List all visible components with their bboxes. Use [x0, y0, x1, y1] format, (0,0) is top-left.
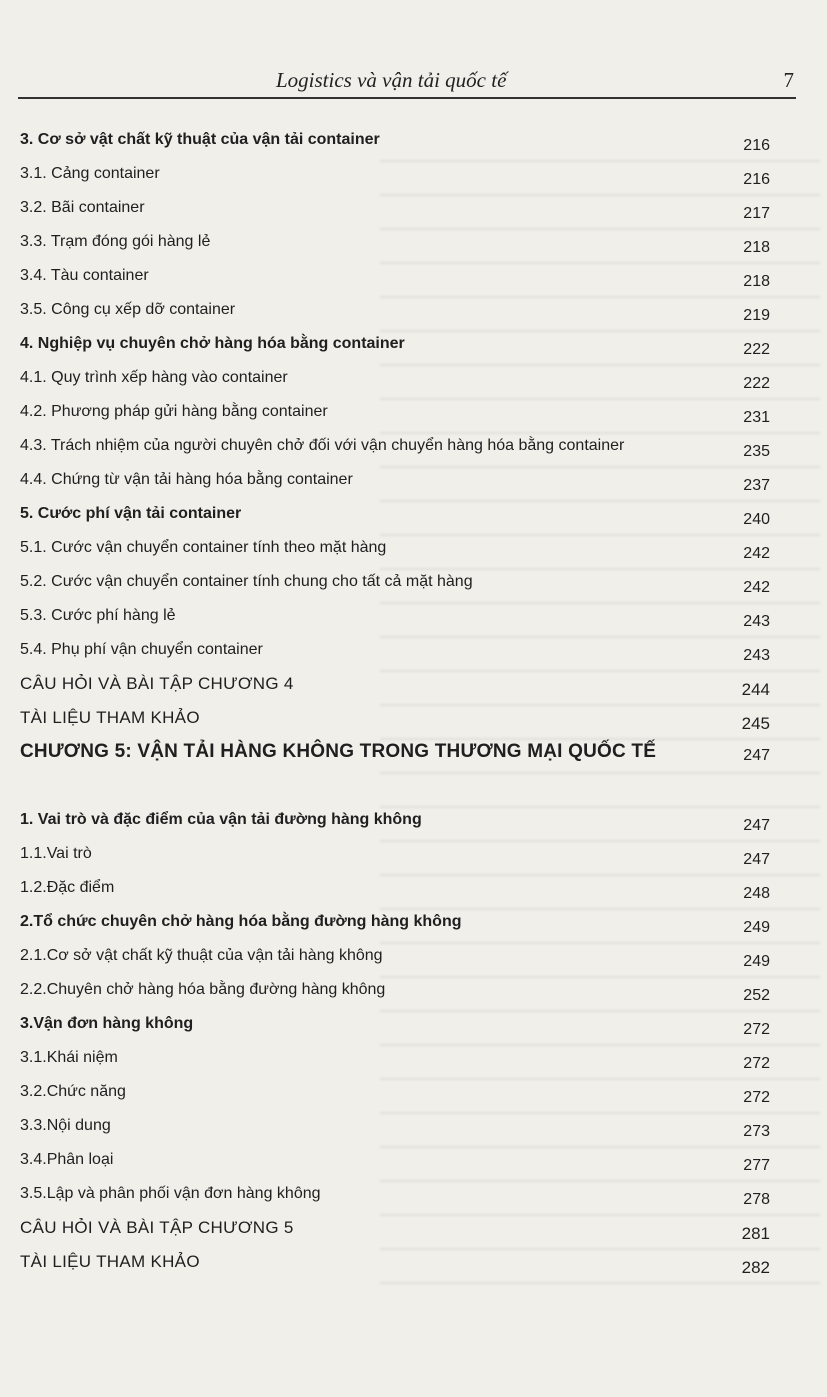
toc-entry	[20, 1213, 772, 1247]
toc-entry	[20, 703, 772, 737]
toc-entry	[20, 329, 772, 363]
toc-entry-page: 222	[743, 341, 770, 358]
toc-entry-page: 272	[743, 1089, 770, 1106]
toc-entry-title: CÂU HỎI VÀ BÀI TẬP CHƯƠNG 5	[20, 1218, 294, 1237]
toc-entry-title: 1. Vai trò và đặc điểm của vận tải đường hàng không	[20, 811, 422, 828]
toc-entry-page: 249	[743, 953, 770, 970]
toc-entry	[20, 159, 772, 193]
toc-entry	[20, 533, 772, 567]
toc-entry-title: 1.1.Vai trò	[20, 845, 92, 862]
toc-entry-page: 242	[743, 579, 770, 596]
toc-entry-title: 3.4. Tàu container	[20, 267, 149, 284]
toc-entry-title: CÂU HỎI VÀ BÀI TẬP CHƯƠNG 4	[20, 674, 294, 693]
toc-entry	[20, 193, 772, 227]
table-of-contents	[20, 125, 772, 1281]
toc-entry-title: 3.1.Khái niệm	[20, 1049, 118, 1066]
toc-entry	[20, 363, 772, 397]
toc-entry-page: 272	[743, 1055, 770, 1072]
toc-entry-title: 4.3. Trách nhiệm của người chuyên chở đối với vận chuyển hàng hóa bằng container	[20, 437, 625, 454]
toc-entry-title: 5.3. Cước phí hàng lẻ	[20, 607, 176, 624]
toc-entry	[20, 1179, 772, 1213]
toc-entry-page: 243	[743, 647, 770, 664]
toc-entry-page: 222	[743, 375, 770, 392]
toc-entry	[20, 1145, 772, 1179]
toc-entry-title: 2.Tổ chức chuyên chở hàng hóa bằng đường hàng không	[20, 913, 462, 930]
toc-entry-title: 3.2. Bãi container	[20, 199, 145, 216]
toc-entry-title: 2.2.Chuyên chở hàng hóa bằng đường hàng không	[20, 981, 386, 998]
toc-entry-title: 5.4. Phụ phí vận chuyển container	[20, 641, 263, 658]
toc-entry-page: 243	[743, 613, 770, 630]
toc-entry-page: 249	[743, 919, 770, 936]
toc-entry-title: 4.4. Chứng từ vận tải hàng hóa bằng container	[20, 471, 353, 488]
toc-entry	[20, 1077, 772, 1111]
toc-entry-title: 3.5. Công cụ xếp dỡ container	[20, 301, 236, 318]
toc-entry-title: 3. Cơ sở vật chất kỹ thuật của vận tải container	[20, 131, 380, 148]
toc-entry	[20, 1009, 772, 1043]
toc-entry-title: CHƯƠNG 5: VẬN TẢI HÀNG KHÔNG TRONG THƯƠNG MẠI QUỐC TẾ	[20, 741, 657, 762]
toc-entry-page: 247	[743, 747, 770, 764]
toc-entry	[20, 227, 772, 261]
toc-entry-page: 247	[743, 817, 770, 834]
toc-entry-title: 4. Nghiệp vụ chuyên chở hàng hóa bằng container	[20, 335, 405, 352]
toc-entry-page: 242	[743, 545, 770, 562]
toc-entry-page: 282	[741, 1258, 770, 1277]
toc-entry	[20, 635, 772, 669]
toc-entry	[20, 873, 772, 907]
toc-entry	[20, 907, 772, 941]
toc-entry-page: 216	[743, 171, 770, 188]
toc-entry-title: TÀI LIỆU THAM KHẢO	[20, 1252, 200, 1271]
toc-entry-title: 3.Vận đơn hàng không	[20, 1015, 194, 1032]
toc-entry	[20, 397, 772, 431]
toc-entry	[20, 567, 772, 601]
toc-entry	[20, 1111, 772, 1145]
toc-entry-title: 5. Cước phí vận tải container	[20, 505, 242, 522]
toc-entry-title: 3.5.Lập và phân phối vận đơn hàng không	[20, 1185, 321, 1202]
toc-entry	[20, 465, 772, 499]
toc-entry-page: 277	[743, 1157, 770, 1174]
toc-entry-page: 273	[743, 1123, 770, 1140]
toc-entry	[20, 1247, 772, 1281]
toc-entry	[20, 431, 772, 465]
toc-entry	[20, 839, 772, 873]
toc-entry	[20, 601, 772, 635]
toc-entry-page: 272	[743, 1021, 770, 1038]
toc-entry-page: 245	[741, 714, 770, 733]
toc-entry-title: 3.2.Chức năng	[20, 1083, 126, 1100]
toc-entry-page: 216	[743, 137, 770, 154]
toc-entry-page: 281	[741, 1224, 770, 1243]
toc-entry-page: 244	[741, 680, 770, 699]
page-number: 7	[783, 68, 794, 92]
toc-entry-page: 235	[743, 443, 770, 460]
toc-entry-title: 3.1. Cảng container	[20, 165, 160, 182]
toc-entry-page: 237	[743, 477, 770, 494]
toc-entry-title: TÀI LIỆU THAM KHẢO	[20, 708, 200, 727]
running-title: Logistics và vận tải quốc tế	[276, 68, 507, 92]
toc-entry-title: 4.2. Phương pháp gửi hàng bằng container	[20, 403, 328, 420]
toc-entry-page: 247	[743, 851, 770, 868]
toc-entry-title: 3.3. Trạm đóng gói hàng lẻ	[20, 233, 211, 250]
toc-entry-page: 248	[743, 885, 770, 902]
toc-entry-title: 3.3.Nội dung	[20, 1117, 111, 1134]
toc-entry-title: 5.2. Cước vận chuyển container tính chung cho tất cả mặt hàng	[20, 573, 473, 590]
toc-entry-title: 4.1. Quy trình xếp hàng vào container	[20, 369, 288, 386]
toc-entry-page: 217	[743, 205, 770, 222]
toc-entry-page: 218	[743, 273, 770, 290]
toc-entry	[20, 261, 772, 295]
toc-entry	[20, 805, 772, 839]
toc-entry-page: 252	[743, 987, 770, 1004]
toc-entry	[20, 941, 772, 975]
toc-entry-title: 2.1.Cơ sở vật chất kỹ thuật của vận tải hàng không	[20, 947, 383, 964]
page-header	[18, 64, 796, 98]
toc-entry-title: 3.4.Phân loại	[20, 1151, 114, 1168]
toc-entry-title: 1.2.Đặc điểm	[20, 879, 115, 896]
header-divider	[18, 97, 796, 99]
toc-entry-title: 5.1. Cước vận chuyển container tính theo mặt hàng	[20, 539, 387, 556]
toc-entry	[20, 499, 772, 533]
toc-entry	[20, 295, 772, 329]
toc-entry-page: 240	[743, 511, 770, 528]
toc-entry	[20, 669, 772, 703]
toc-entry-page: 278	[743, 1191, 770, 1208]
toc-entry-page: 231	[743, 409, 770, 426]
toc-entry	[20, 975, 772, 1009]
toc-entry	[20, 1043, 772, 1077]
toc-entry-page: 219	[743, 307, 770, 324]
toc-entry-page: 218	[743, 239, 770, 256]
toc-entry	[20, 737, 772, 805]
toc-entry	[20, 125, 772, 159]
